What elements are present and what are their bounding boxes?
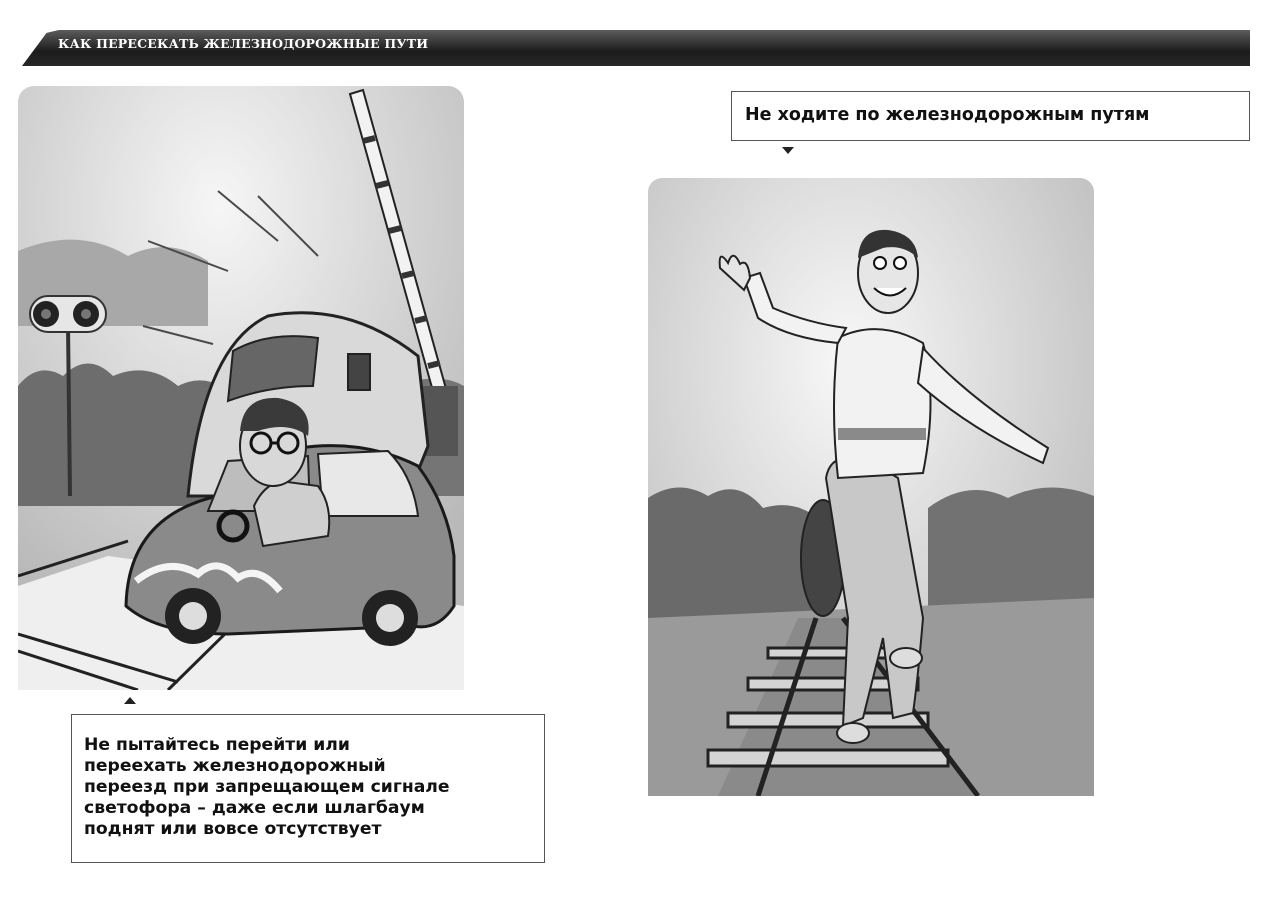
caption-line: переехать железнодорожный: [84, 756, 386, 776]
right-caption: Не ходите по железнодорожным путям: [731, 91, 1250, 141]
illustration-car-at-crossing: [18, 86, 464, 690]
caption-line: переезд при запрещающем сигнале: [84, 777, 450, 797]
caption-pointer-down: [782, 147, 794, 154]
caption-pointer-up: [124, 697, 136, 704]
illustration-man-on-tracks: [648, 178, 1094, 796]
caption-line: поднят или вовсе отсутствует: [84, 819, 382, 839]
page-title: КАК ПЕРЕСЕКАТЬ ЖЕЛЕЗНОДОРОЖНЫЕ ПУТИ: [58, 36, 429, 51]
caption-line: Не пытайтесь перейти или: [84, 735, 350, 755]
caption-line: светофора – даже если шлагбаум: [84, 798, 425, 818]
left-caption: [71, 714, 545, 863]
